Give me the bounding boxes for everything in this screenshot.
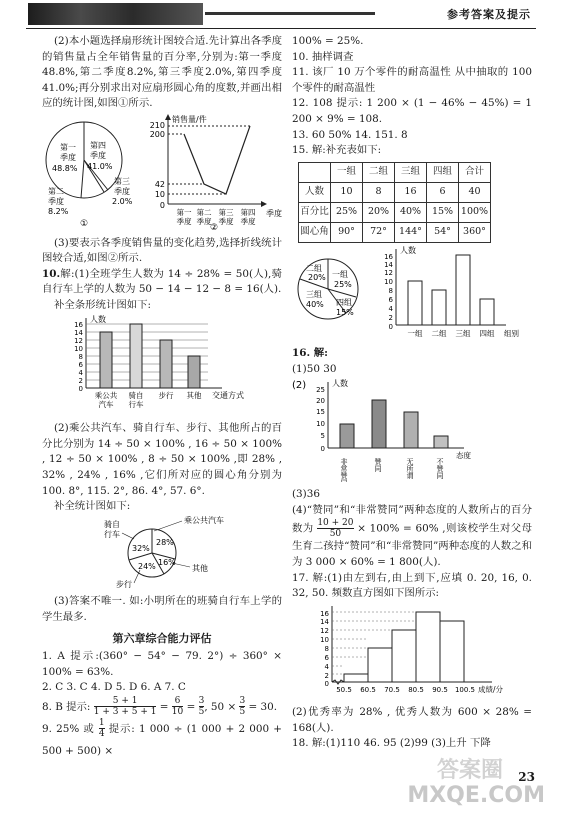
pie15-label: 四组 [336, 297, 352, 307]
hist-bar [344, 674, 368, 682]
line2-xtick: 季度 [176, 216, 192, 226]
bar10-xtick: 汽车 [98, 399, 114, 409]
table-cell: 360° [459, 222, 491, 242]
pie1-label: 第一 [60, 142, 76, 152]
bar10-ytick: 10 [74, 344, 83, 353]
bar15-ytick: 10 [384, 277, 393, 286]
fraction-num: 10 + 20 [317, 518, 354, 529]
bar15-ytick: 14 [384, 260, 393, 269]
answer-16-text-cont: × 100% = 60% ,则该校学生对父母生育二孩持“赞同”和“非常赞同”两种态度的人数之和为 3 000 × 60% = 1 800(人). [292, 522, 532, 568]
question-10-bar-intro: 补全条形统计图如下: [54, 298, 152, 311]
bar16-ytick: 10 [316, 419, 325, 428]
line2-xlabel: 季度 [266, 208, 282, 218]
pie-chart-q15 [298, 259, 358, 319]
hist-ytick: 4 [324, 662, 329, 671]
bar10-xtick: 乘公共 [94, 390, 118, 400]
pie10-label-bike: 骑自 [104, 519, 120, 529]
figure-pie-and-line [42, 112, 282, 230]
answer-13-14: 13. 60 50% 14. 151. 8 [292, 128, 408, 141]
answer-15-table [298, 162, 491, 243]
answer-8-label: 8. B 提示: [42, 700, 91, 713]
fraction-den: 1 + 3 + 5 + 1 [93, 707, 157, 718]
question-10-pie-intro: 补全统计图如下: [54, 500, 131, 513]
bar15-ytick: 8 [388, 286, 393, 295]
line2-xtick: 季度 [196, 216, 212, 226]
line2-ytick: 210 [149, 120, 165, 130]
bar10-ytick: 2 [78, 376, 83, 385]
fraction-num: 3 [198, 696, 205, 707]
chapter-heading: 第六章综合能力评估 [112, 632, 212, 646]
pie1-label: 季度 [60, 152, 76, 162]
watermark-url: MXQE.COM [407, 783, 545, 808]
fraction-den: 50 [317, 528, 353, 539]
bar16-ylabel: 人数 [332, 378, 348, 388]
pie15-value: 20% [308, 272, 326, 282]
histogram-q17 [292, 602, 532, 700]
table-cell: 合计 [459, 162, 491, 182]
bar15-xtick: 四组 [479, 328, 495, 338]
table-cell: 三组 [395, 162, 427, 182]
table-cell: 圆心角 [299, 222, 331, 242]
bar15-bar-group1 [408, 281, 422, 325]
bar10-xtick: 步行 [158, 390, 174, 400]
table-row [299, 182, 491, 202]
line2-xtick: 季度 [240, 216, 256, 226]
fraction [239, 696, 245, 717]
fraction [172, 696, 183, 717]
pie15-label: 二组 [306, 263, 322, 273]
table-cell: 二组 [363, 162, 395, 182]
pie10-label-other: 其他 [192, 563, 208, 573]
bar16-xtick: 无所谓 [406, 457, 414, 479]
bar16-xtick: 赞同 [374, 457, 382, 472]
line-chart-2 [150, 114, 282, 230]
fraction [94, 696, 157, 717]
question-number: 16. 解: [292, 347, 328, 360]
line2-ytick: 0 [159, 200, 165, 210]
table-cell: 10 [331, 182, 363, 202]
bar10-xtick: 行车 [128, 399, 144, 409]
header-rule [26, 28, 536, 29]
page-number: 23 [518, 770, 535, 784]
answer-8-text: , 50 × [204, 700, 237, 713]
table-cell: 一组 [331, 162, 363, 182]
pie15-value: 25% [334, 279, 352, 289]
pie15-label: 三组 [306, 289, 322, 299]
pie1-label: 第三 [114, 176, 130, 186]
answer-12: 12. 108 提示: 1 200 × (1 − 46% − 45%) = 1 200 × 9% = 108. [292, 97, 532, 125]
answer-16-part1: (1)50 30 [292, 362, 337, 375]
table-header-row [299, 162, 491, 182]
figure-q15 [292, 245, 532, 341]
hist-bar [392, 630, 416, 682]
line2-xtick: 第二 [196, 207, 212, 217]
fraction-den: 5 [239, 707, 246, 718]
bar-chart-q16 [292, 378, 532, 482]
bar10-ytick: 16 [74, 320, 83, 329]
answer-9-cont: 100% = 25%. [292, 35, 364, 47]
pie1-label: 第二 [48, 186, 64, 196]
answer-2-7: 2. C 3. C 4. D 5. D 6. A 7. C [42, 681, 186, 694]
answer-16-title [292, 346, 532, 362]
bar10-ytick: 4 [78, 368, 83, 377]
bar15-ytick: 2 [388, 313, 393, 322]
figure-caption-1: ① [79, 218, 89, 229]
hist-xtick: 50.5 [336, 685, 352, 694]
bar15-xlabel: 组别 [504, 328, 519, 338]
hist-bar [368, 648, 392, 682]
bar10-xlabel: 交通方式 [212, 390, 244, 400]
answer-10: 10. 抽样调查 [292, 50, 354, 63]
table-cell: 54° [427, 222, 459, 242]
table-cell: 人数 [299, 182, 331, 202]
fraction-den: 10 [171, 707, 184, 718]
bar16-ytick: 5 [320, 431, 325, 440]
line2-xtick: 第四 [240, 207, 256, 217]
bar16-bar-disagree [434, 436, 448, 448]
hist-ytick: 8 [324, 644, 329, 653]
bar15-ytick: 12 [384, 268, 393, 277]
bar15-xtick: 一组 [407, 328, 423, 338]
answer-17: 17. 解:(1)由左到右,由上到下,应填 0. 20, 16, 0. 32, 50. 频数直方图如下图所示: [292, 571, 532, 600]
table-cell: 40 [459, 182, 491, 202]
question-number: 10. [42, 267, 61, 280]
pie1-value: 2.0% [112, 196, 133, 206]
answer-9 [42, 718, 282, 762]
table-cell: 90° [331, 222, 363, 242]
hist-xtick: 90.5 [432, 685, 448, 694]
hist-ytick: 12 [320, 626, 329, 635]
hist-bar [416, 612, 440, 682]
answer-17-part2: (2)优秀率为 28% , 优秀人数为 600 × 28% = 168(人). [292, 706, 532, 734]
watermark-logo: 答案圈 [436, 757, 503, 783]
table-cell: 16 [395, 182, 427, 202]
answer-15: 15. 解:补充表如下: [292, 144, 382, 157]
hist-ytick: 14 [320, 617, 329, 626]
bar10-ytick: 8 [78, 352, 83, 361]
bar10-ytick: 12 [74, 336, 83, 345]
hist-ytick: 2 [324, 671, 329, 680]
bar15-xtick: 二组 [431, 328, 447, 338]
fraction-num: 5 + 1 [112, 696, 138, 707]
pie1-value: 41.0% [87, 161, 113, 171]
bar15-xtick: 三组 [455, 328, 471, 338]
hist-xtick: 70.5 [384, 685, 400, 694]
fraction-den: 4 [98, 729, 105, 740]
table-cell: 6 [427, 182, 459, 202]
answer-1: 1. A 提示:(360° − 54° − 79. 2°) ÷ 360° × 100% = 63%. [42, 650, 282, 678]
bar15-ytick: 16 [384, 252, 393, 261]
bar15-ytick: 4 [388, 304, 393, 313]
table-cell: 72° [363, 222, 395, 242]
bar16-ytick: 25 [316, 385, 325, 394]
table-cell [299, 162, 331, 182]
bar16-xtick: 非常赞同 [340, 457, 348, 482]
header-banner-image [28, 3, 203, 25]
bar10-ytick: 6 [78, 360, 83, 369]
bar15-bar-group4 [480, 299, 494, 325]
answer-11: 11. 该厂 10 万个零件的耐高温性 从中抽取的 100 个零件的耐高温性 [292, 66, 532, 94]
fraction-den: 5 [198, 707, 205, 718]
answer-9-label: 9. 25% 或 [42, 722, 95, 735]
answer-8 [42, 696, 282, 718]
table-cell: 144° [395, 222, 427, 242]
table-cell: 百分比 [299, 202, 331, 222]
fraction-num: 1 [98, 718, 105, 729]
answer-16-part4 [292, 503, 532, 571]
fraction [99, 718, 105, 739]
pie-chart-q10 [42, 515, 282, 589]
table-cell: 25% [331, 202, 363, 222]
answer-part2-text: (2)本小题选择扇形统计图较合适.先计算出各季度的销售量占全年销售量的百分率,分别为:第一季度48.8%,第二季度8.2%,第三季度2.0%,第四季度41.0%;再分别求出对应扇形圆心角的度数,并画出相应的统计图,如图①所示. [42, 35, 282, 110]
fraction-num: 3 [239, 696, 246, 707]
hist-bar [440, 621, 464, 682]
equals: = [186, 700, 196, 713]
hist-xtick: 100.5 [454, 685, 476, 694]
bar10-bar-bus [100, 332, 112, 388]
bar15-ylabel: 人数 [400, 245, 416, 255]
table-row [299, 222, 491, 242]
bar16-ytick: 15 [316, 407, 325, 416]
pie10-label-walk: 步行 [116, 579, 132, 589]
right-column [292, 34, 532, 752]
bar16-ytick: 0 [320, 444, 325, 453]
table-cell: 15% [427, 202, 459, 222]
pie-chart-1 [46, 122, 133, 229]
pie1-value: 8.2% [48, 206, 69, 216]
pie15-label: 一组 [332, 269, 348, 279]
bar15-bar-group2 [432, 290, 446, 325]
hist-ytick: 10 [320, 635, 329, 644]
hist-ytick: 16 [320, 609, 329, 618]
question-10-part1 [42, 267, 282, 298]
pie1-label: 第四 [90, 140, 106, 150]
bar10-ytick: 0 [78, 384, 83, 393]
pie1-label: 季度 [48, 196, 64, 206]
figure-caption-2: ② [209, 222, 219, 230]
bar10-ylabel: 人数 [90, 314, 106, 324]
left-column [42, 34, 282, 762]
bar10-xtick: 其他 [186, 390, 202, 400]
page-header [0, 0, 563, 30]
bar15-ytick: 0 [388, 322, 393, 331]
table-cell: 100% [459, 202, 491, 222]
table-row [299, 202, 491, 222]
bar16-ytick: 20 [316, 396, 325, 405]
bar10-xtick: 骑自 [128, 390, 144, 400]
answer-16-text: (4)“赞同”和“非常赞同”两种态度的人数所占的百分数为 [292, 503, 532, 535]
answer-part3-text: (3)要表示各季度销售量的变化趋势,选择折线统计图较合适,如图②所示. [42, 236, 282, 265]
bar-chart-q15 [384, 245, 519, 338]
line2-ytick: 10 [154, 189, 165, 199]
hist-ytick: 6 [324, 653, 329, 662]
line2-ylabel: 销售量/件 [172, 114, 207, 124]
bar10-bar-walk [160, 340, 172, 388]
pie1-label: 季度 [90, 150, 106, 160]
pie1-label: 季度 [114, 186, 130, 196]
hist-xtick: 80.5 [408, 685, 424, 694]
equals: = [159, 700, 169, 713]
question-10-part2: (2)乘公共汽车、骑自行车、步行、其他所占的百分比分别为 14 ÷ 50 × 100% , 16 ÷ 50 × 100% , 12 ÷ 50 × 100% , 8 ÷ 50 × 100% ,即 28% , 32% , 24% , 16% ,它们所对应的圆心角分别为 100. 8°, 115. 2°, 86. 4°, 57. 6°. [42, 422, 282, 497]
pie15-value: 15% [336, 307, 354, 317]
bar10-ytick: 14 [74, 328, 83, 337]
line2-xtick: 季度 [218, 216, 234, 226]
hist-xtick: 60.5 [360, 685, 376, 694]
question-10-part3: (3)答案不唯一. 如:小明所在的班骑自行车上学的学生最多. [42, 595, 282, 623]
answer-18: 18. 解:(1)110 46. 95 (2)99 (3)上升 下降 [292, 737, 491, 750]
header-divider [205, 12, 375, 15]
pie1-value: 48.8% [52, 163, 78, 173]
bar15-bar-group3 [456, 255, 470, 325]
bar-chart-q10 [42, 314, 282, 416]
table-cell: 8 [363, 182, 395, 202]
pie10-label-bike: 行车 [104, 529, 120, 539]
bar16-xlabel: 态度 [456, 450, 471, 460]
bar16-bar-agree [372, 400, 386, 448]
pie10-label-bus: 乘公共汽车 [184, 515, 224, 525]
fraction-num: 6 [174, 696, 181, 707]
header-title: 参考答案及提示 [447, 8, 531, 21]
line2-ytick: 200 [149, 129, 165, 139]
bar10-bar-bike [130, 324, 142, 388]
bar16-bar-neutral [404, 412, 418, 448]
question-10-text: 解:(1)全班学生人数为 14 ÷ 28% = 50(人),骑自行车上学的人数为 50 − 14 − 12 − 8 = 16(人). [42, 267, 282, 296]
pie15-value: 40% [306, 299, 324, 309]
answer-8-result: = 30. [248, 700, 278, 713]
pie10-value: 28% [156, 537, 174, 547]
bar10-bar-other [188, 356, 200, 388]
table-cell: 20% [363, 202, 395, 222]
fraction [317, 518, 353, 539]
line2-xtick: 第三 [218, 207, 234, 217]
pie10-value: 32% [132, 543, 150, 553]
part-label: (2) [292, 379, 307, 391]
bar16-xtick: 不赞同 [436, 457, 444, 479]
answer-9-text: 提示: 1 000 ÷ (1 000 + 2 000 + 500 + 500) × [42, 722, 282, 757]
pie10-value: 24% [138, 561, 156, 571]
pie10-value: 16% [158, 557, 176, 567]
hist-xlabel: 成绩/分 [478, 684, 504, 694]
table-cell: 四组 [427, 162, 459, 182]
hist-ytick: 0 [324, 679, 329, 688]
bar16-bar-strongly-agree [340, 424, 354, 448]
table-cell: 40% [395, 202, 427, 222]
answer-16-part3: (3)36 [292, 488, 320, 501]
line2-ytick: 42 [154, 179, 165, 189]
bar15-ytick: 6 [388, 295, 393, 304]
line2-xtick: 第一 [176, 207, 192, 217]
